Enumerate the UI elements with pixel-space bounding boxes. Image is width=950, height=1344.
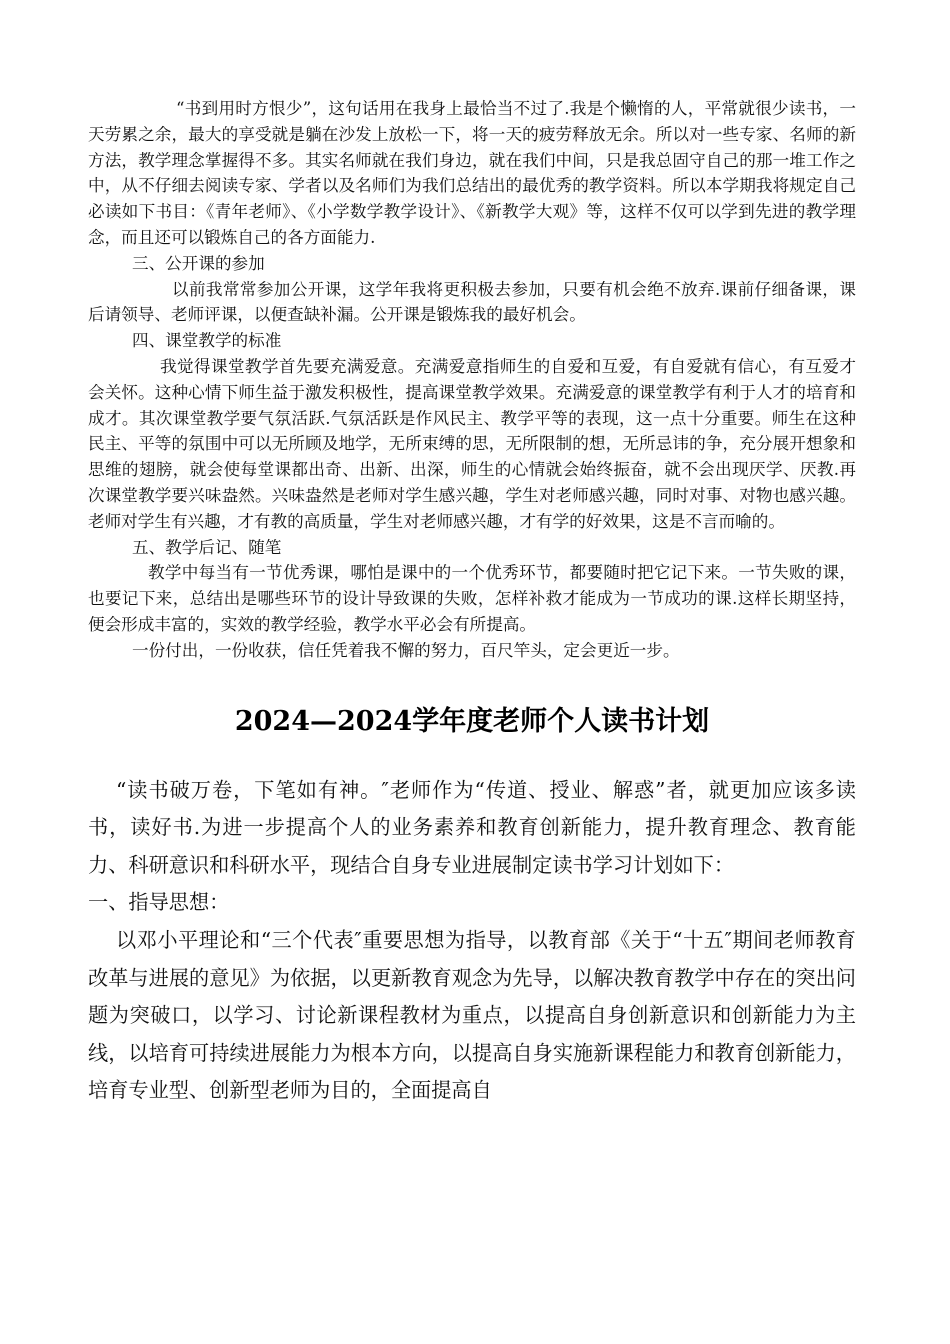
heading-classroom-standard: 四、课堂教学的标准 [132,331,282,351]
paragraph-open-class: 以前我常常参加公开课，这学年我将更积极去参加，只要有机会绝不放弃.课前仔细备课，课后请领导、老师评课，以便查缺补漏。公开课是锻炼我的最好机会。 [88,279,856,325]
paragraph-reading: “书到用时方恨少”，这句话用在我身上最恰当不过了.我是个懒惰的人，平常就很少读书，一天劳累之余，最大的享受就是躺在沙发上放松一下，将一天的疲劳释放无余。所以对一些专家、名师的新方法，教学理念掌握得不多。其实名师就在我们身边，就在我们中间，只是我总固守自己的那一堆工作之中，从不仔细去阅读专家、学者以及名师们为我们总结出的最优秀的教学资料。所以本学期我将规定自己必读如下书目：《青年老师》、《小学数学教学设计》、《新教学大观》等，这样不仅可以学到先进的教学理念，而且还可以锻炼自己的各方面能力. [88,99,856,247]
paragraph-classroom-standard: 我觉得课堂教学首先要充满爱意。充满爱意指师生的自爱和互爱，有自爱就有信心，有互爱才会关怀。这种心情下师生益于激发积极性，提高课堂教学效果。充满爱意的课堂教学有利于人才的培育和成才。其次课堂教学要气氛活跃.气氛活跃是作风民主、教学平等的表现，这一点十分重要。师生在这种民主、平等的氛围中可以无所顾及地学，无所束缚的思，无所限制的想，无所忌讳的争，充分展开想象和思维的翅膀，就会使每堂课都出奇、出新、出深，师生的心情就会始终振奋，就不会出现厌学、厌教.再次课堂教学要兴味盎然。兴味盎然是老师对学生感兴趣，学生对老师感兴趣，同时对事、对物也感兴趣。老师对学生有兴趣，才有教的高质量，学生对老师感兴趣，才有学的好效果，这是不言而喻的。 [88,356,856,531]
closing-paragraph: 一份付出，一份收获，信任凭着我不懈的努力，百尺竿头，定会更近一步。 [132,640,680,660]
heading-open-class: 三、公开课的参加 [132,253,265,273]
document-title: 2024—2024学年度老师个人读书计划 [234,705,710,737]
paragraph-teaching-notes: 教学中每当有一节优秀课，哪怕是课中的一个优秀环节，都要随时把它记下来。一节失败的课，也要记下来，总结出是哪些环节的设计导致课的失败，怎样补救才能成为一节成功的课.这样长期坚持，便会形成丰富的，实效的教学经验，教学水平必会有所提高。 [88,563,856,634]
reading-plan-section [88,772,856,1110]
intro-paragraph: “读书破万卷，下笔如有神。″老师作为“传道、授业、解惑”者，就更加应该多读书，读好书.为进一步提高个人的业务素养和教育创新能力，提升教育理念、教育能力、科研意识和科研水平，现结合自身专业进展制定读书学习计划如下： [88,777,856,877]
heading-teaching-notes: 五、教学后记、随笔 [132,537,282,557]
previous-section [88,96,856,664]
paragraph-guiding-ideology: 以邓小平理论和“三个代表″重要思想为指导，以教育部《关于“十五″期间老师教育改革与进展的意见》为依据，以更新教育观念为先导，以解决教育教学中存在的突出问题为突破口，以学习、讨论新课程教材为重点，以提高自身创新意识和创新能力为主线，以培育可持续进展能力为根本方向，以提高自身实施新课程能力和教育创新能力，培育专业型、创新型老师为目的，全面提高自 [88,927,856,1103]
document-page [88,96,856,1110]
heading-guiding-ideology: 一、指导思想： [88,890,230,915]
